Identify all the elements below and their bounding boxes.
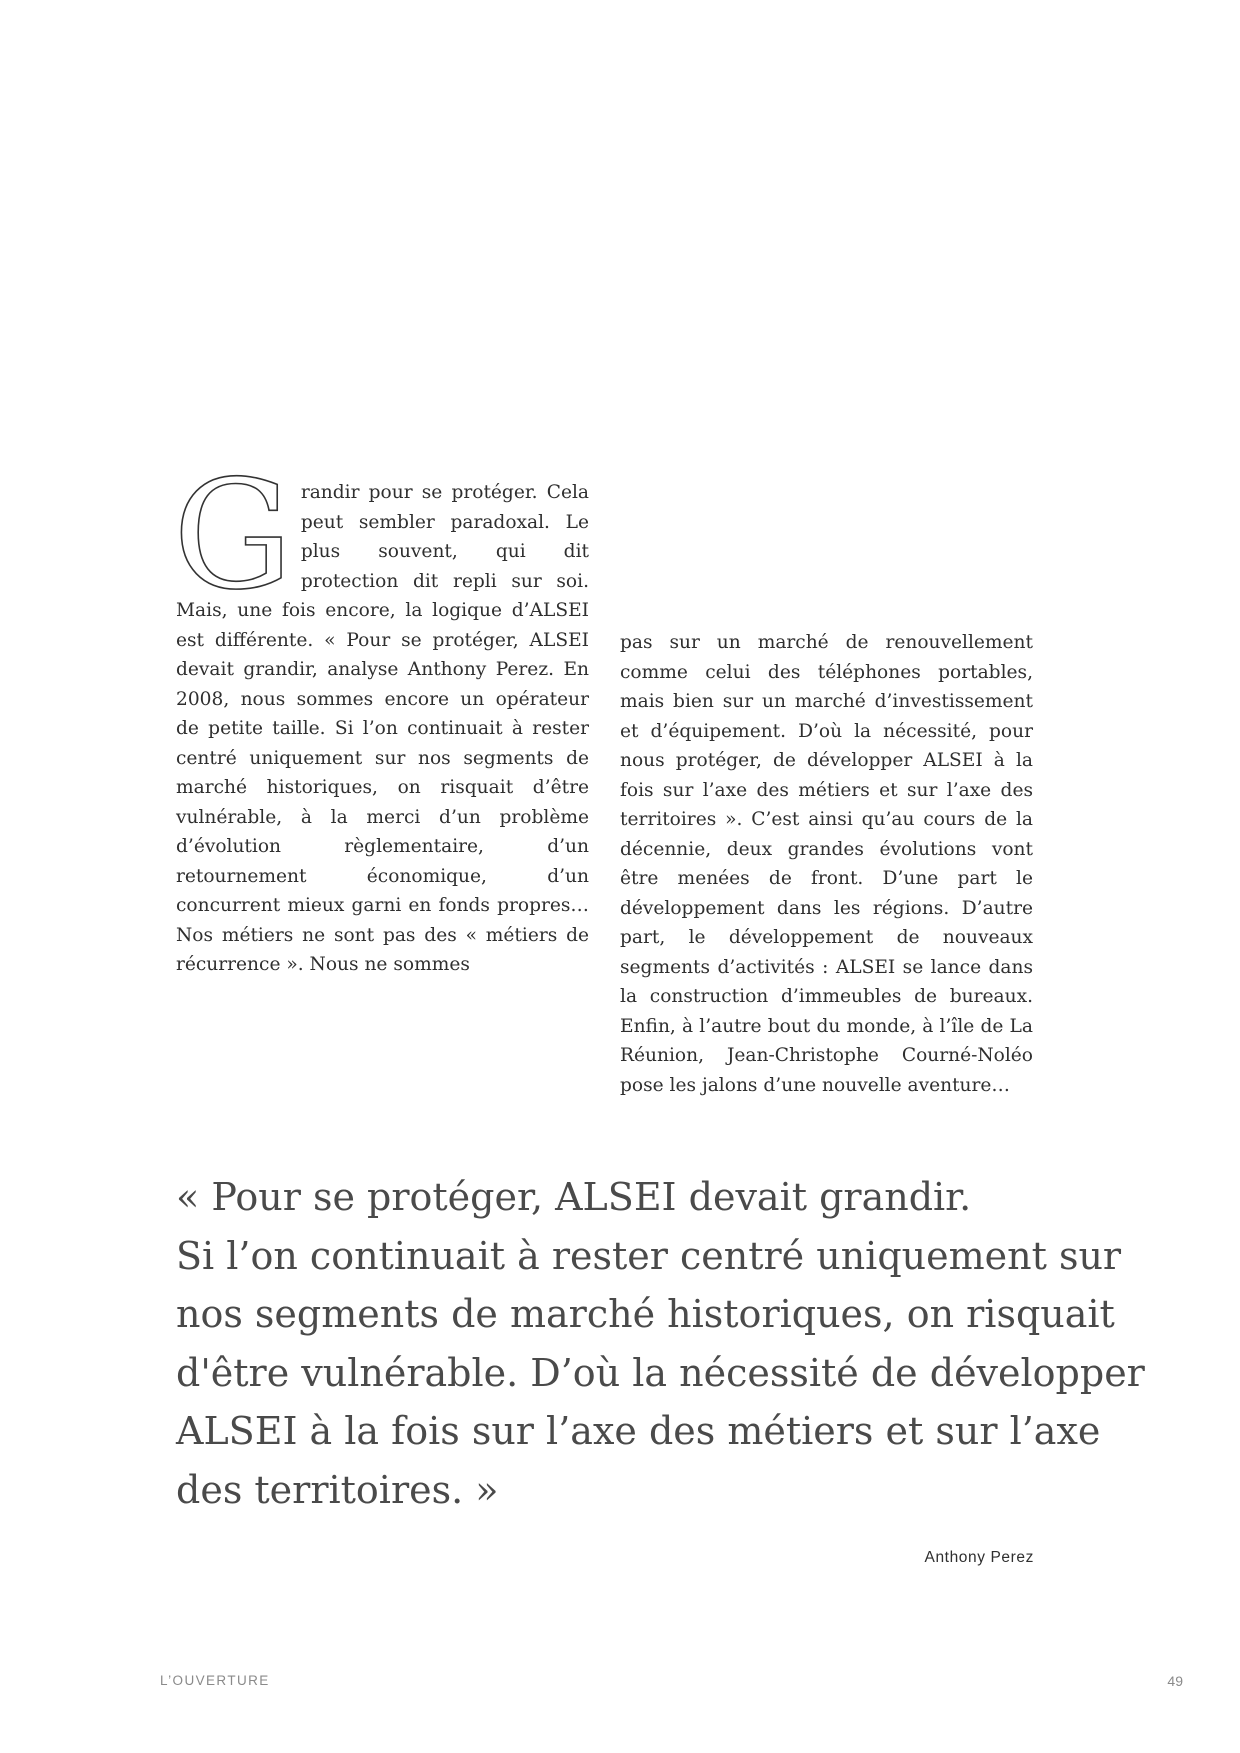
article-text-right: pas sur un marché de renouvellement comme celui des téléphones portables, mais bien sur un marché d’investissement et d’équipement. D’où la nécessité, pour nous protéger, de développer ALSEI à la fois sur l’axe des métiers et sur l’axe des territoires ». C’est ainsi qu’au cours de la décennie, deux grandes évolutions vont être menées de front. D’une part le développement dans les régions. D’autre part, le développement de nouveaux segments d’activités : ALSEI se lance dans la construction d’immeubles de bureaux. Enfin, à l’autre bout du monde, à l’île de La Réunion, Jean-Christophe Courné-Noléo pose les jalons d’une nouvelle aventure…: [620, 632, 1033, 1096]
drop-cap: G: [173, 449, 293, 623]
article-text-left: randir pour se protéger. Cela peut sembler paradoxal. Le plus souvent, qui dit protection dit repli sur soi. Mais, une fois encore, la logique d’ALSEI est différente. « Pour se protéger, ALSEI devait grandir, analyse Anthony Perez. En 2008, nous sommes encore un opérateur de petite taille. Si l’on continuait à rester centré uniquement sur nos segments de marché historiques, on risquait d’être vulnérable, à la merci d’un problème d’évolution règlementaire, d’un retournement économique, d’un concurrent mieux garni en fonds propres… Nos métiers ne sont pas des « métiers de récurrence ». Nous ne sommes: [176, 482, 589, 975]
pull-quote-line: des territoires. »: [176, 1467, 499, 1512]
page-number: 49: [1167, 1673, 1183, 1689]
footer-section-title: L’OUVERTURE: [160, 1673, 270, 1688]
pull-quote-line: Si l’on continuait à rester centré uniquement sur: [176, 1233, 1122, 1278]
article-column-left: [173, 449, 589, 980]
pull-quote: [176, 1168, 1145, 1519]
quote-author: Anthony Perez: [924, 1549, 1034, 1566]
article-column-right: [620, 628, 1033, 1100]
pull-quote-line: nos segments de marché historiques, on risquait: [176, 1292, 1115, 1336]
pull-quote-line: « Pour se protéger, ALSEI devait grandir.: [176, 1175, 972, 1219]
pull-quote-line: d'être vulnérable. D’où la nécessité de développer: [176, 1350, 1145, 1395]
pull-quote-line: ALSEI à la fois sur l’axe des métiers et sur l’axe: [176, 1409, 1101, 1453]
